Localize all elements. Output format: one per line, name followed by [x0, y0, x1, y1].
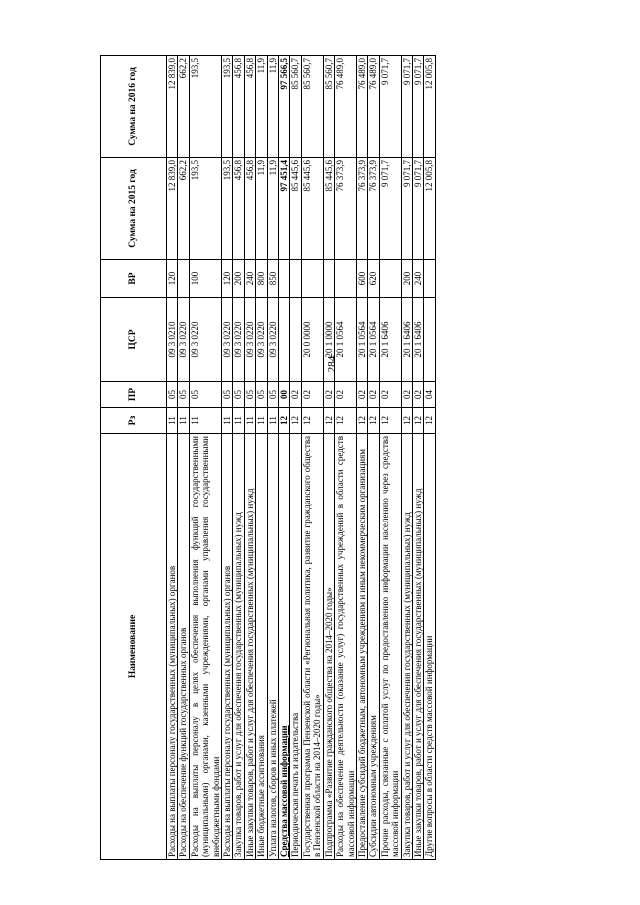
table-row — [233, 56, 244, 860]
cell-pr: 05 — [167, 382, 178, 408]
table-row — [401, 56, 412, 860]
cell-rz: 12 — [356, 408, 367, 434]
cell-s2016: 456,8 — [233, 56, 244, 158]
cell-vr — [301, 260, 323, 298]
row-name: Расходы на выплаты персоналу государственных (муниципальных) органов — [167, 565, 177, 857]
cell-name — [256, 434, 267, 860]
cell-csr: 20 1 6406 — [379, 298, 401, 382]
cell-pr: 05 — [244, 382, 255, 408]
table-row — [412, 56, 423, 860]
row-name: Средства массовой информации — [279, 725, 290, 857]
cell-rz: 11 — [233, 408, 244, 434]
cell-rz: 12 — [424, 408, 435, 434]
table-row — [379, 56, 401, 860]
cell-pr: 04 — [424, 382, 435, 408]
cell-pr: 05 — [178, 382, 189, 408]
cell-vr — [178, 260, 189, 298]
cell-rz: 11 — [222, 408, 233, 434]
cell-s2016: 11,9 — [256, 56, 267, 158]
cell-s2015: 97 451,4 — [279, 158, 290, 260]
cell-s2016: 193,5 — [189, 56, 221, 158]
cell-s2015: 12 839,0 — [167, 158, 178, 260]
cell-s2015: 76 373,9 — [356, 158, 367, 260]
row-name: Иные закупки товаров, работ и услуг для обеспечения государственных (муниципальных) нужд — [244, 488, 255, 857]
cell-pr: 05 — [256, 382, 267, 408]
cell-pr: 02 — [368, 382, 379, 408]
cell-rz: 12 — [335, 408, 357, 434]
cell-rz: 12 — [379, 408, 401, 434]
cell-csr: 09 3 0220 — [244, 298, 255, 382]
cell-pr: 05 — [233, 382, 244, 408]
cell-rz: 12 — [401, 408, 412, 434]
table-row — [178, 56, 189, 860]
cell-name — [267, 434, 278, 860]
cell-pr: 02 — [290, 382, 301, 408]
cell-rz: 11 — [244, 408, 255, 434]
cell-pr: 02 — [356, 382, 367, 408]
cell-rz: 11 — [167, 408, 178, 434]
budget-table — [100, 55, 436, 860]
row-name: Уплата налогов, сборов и иных платежей — [267, 699, 278, 857]
cell-s2016: 85 560,7 — [301, 56, 323, 158]
header-vr: ВР — [101, 260, 167, 298]
cell-rz: 12 — [279, 408, 290, 434]
cell-name — [290, 434, 301, 860]
header-sum-2015: Сумма на 2015 год — [101, 158, 167, 260]
row-name: Иные закупки товаров, работ и услуг для обеспечения государственных (муниципальных) нужд — [412, 488, 423, 857]
cell-name — [379, 434, 401, 860]
row-name: Закупка товаров, работ и услуг для обеспечения государственных (муниципальных) нужд — [401, 512, 412, 857]
cell-s2016: 76 489,0 — [368, 56, 379, 158]
cell-csr: 09 3 0220 — [256, 298, 267, 382]
cell-s2015: 11,9 — [267, 158, 278, 260]
cell-name — [222, 434, 233, 860]
cell-pr: 02 — [412, 382, 423, 408]
table-header-row — [101, 56, 167, 860]
cell-csr: 09 3 0220 — [189, 298, 221, 382]
row-name: Расходы на обеспечение функций государственных органов — [178, 627, 189, 857]
cell-s2016: 11,9 — [267, 56, 278, 158]
cell-vr: 600 — [356, 260, 367, 298]
cell-s2016: 12 005,8 — [424, 56, 435, 158]
cell-pr: 02 — [401, 382, 412, 408]
cell-vr — [335, 260, 357, 298]
cell-pr: 05 — [222, 382, 233, 408]
cell-name — [233, 434, 244, 860]
table-row — [424, 56, 435, 860]
row-name: Подпрограмма «Развитие гражданского общества на 2014–2020 годы» — [323, 587, 334, 857]
cell-s2016: 662,2 — [178, 56, 189, 158]
cell-name — [178, 434, 189, 860]
cell-csr: 20 1 0564 — [335, 298, 357, 382]
cell-vr — [290, 260, 301, 298]
cell-name — [189, 434, 221, 860]
cell-s2015: 456,8 — [244, 158, 255, 260]
row-name: Расходы на выплаты персоналу государственных (муниципальных) органов — [222, 565, 233, 857]
cell-s2015: 85 445,6 — [301, 158, 323, 260]
cell-rz: 12 — [412, 408, 423, 434]
cell-rz: 12 — [323, 408, 334, 434]
cell-s2016: 85 560,7 — [290, 56, 301, 158]
cell-s2016: 12 839,0 — [167, 56, 178, 158]
cell-pr: 05 — [267, 382, 278, 408]
rotated-table-wrapper — [100, 56, 552, 860]
table-row — [189, 56, 221, 860]
cell-csr: 09 3 0220 — [178, 298, 189, 382]
cell-rz: 11 — [267, 408, 278, 434]
table-row — [301, 56, 323, 860]
header-rz: Рз — [101, 408, 167, 434]
cell-vr: 620 — [368, 260, 379, 298]
cell-csr: 20 1 0564 — [368, 298, 379, 382]
cell-s2015: 193,5 — [222, 158, 233, 260]
cell-vr: 240 — [412, 260, 423, 298]
cell-rz: 12 — [301, 408, 323, 434]
table-row — [256, 56, 267, 860]
cell-name — [401, 434, 412, 860]
cell-s2015: 9 071,7 — [412, 158, 423, 260]
row-name: Предоставление субсидий бюджетным, автономным учреждениям и иным некоммерческим организациям — [356, 449, 367, 857]
cell-vr — [424, 260, 435, 298]
cell-name — [323, 434, 334, 860]
cell-csr: 20 1 0000 — [323, 298, 334, 382]
cell-pr: 02 — [379, 382, 401, 408]
cell-csr — [290, 298, 301, 382]
header-csr: ЦСР — [101, 298, 167, 382]
table-row — [279, 56, 290, 860]
cell-pr: 02 — [335, 382, 357, 408]
row-name: Иные бюджетные ассигнования — [256, 735, 267, 857]
table-row — [323, 56, 334, 860]
cell-name — [412, 434, 423, 860]
row-name: Периодическая печать и издательства — [290, 712, 301, 857]
cell-csr: 20 0 0000 — [301, 298, 323, 382]
cell-vr: 200 — [233, 260, 244, 298]
cell-s2015: 193,5 — [189, 158, 221, 260]
cell-vr — [323, 260, 334, 298]
cell-name — [244, 434, 255, 860]
table-row — [356, 56, 367, 860]
cell-pr: 02 — [301, 382, 323, 408]
row-name: Расходы на выплаты персоналу в целях обеспечения выполнения функций государственными (муниципальными) органами, казенными учреждениями, органами управления государственными внебюджетными фондами — [189, 436, 221, 857]
header-pr: ПР — [101, 382, 167, 408]
cell-rz: 11 — [256, 408, 267, 434]
table-row — [267, 56, 278, 860]
cell-s2015: 662,2 — [178, 158, 189, 260]
cell-csr: 20 1 0564 — [356, 298, 367, 382]
cell-csr: 09 3 0220 — [233, 298, 244, 382]
table-row — [222, 56, 233, 860]
cell-name — [301, 434, 323, 860]
page-number: 284 — [326, 355, 338, 373]
table-body — [167, 56, 436, 860]
cell-vr — [379, 260, 401, 298]
cell-name — [356, 434, 367, 860]
table-row — [244, 56, 255, 860]
cell-name — [279, 434, 290, 860]
cell-name — [368, 434, 379, 860]
cell-s2015: 9 071,7 — [401, 158, 412, 260]
cell-s2016: 9 071,7 — [401, 56, 412, 158]
cell-vr: 120 — [222, 260, 233, 298]
cell-rz: 12 — [368, 408, 379, 434]
cell-pr: 00 — [279, 382, 290, 408]
cell-vr: 850 — [267, 260, 278, 298]
cell-vr: 200 — [401, 260, 412, 298]
cell-s2016: 9 071,7 — [412, 56, 423, 158]
cell-s2015: 76 373,9 — [368, 158, 379, 260]
cell-s2015: 12 005,8 — [424, 158, 435, 260]
cell-vr: 100 — [189, 260, 221, 298]
cell-name — [167, 434, 178, 860]
cell-pr: 02 — [323, 382, 334, 408]
cell-csr — [279, 298, 290, 382]
cell-csr: 20 1 6406 — [401, 298, 412, 382]
cell-rz: 11 — [189, 408, 221, 434]
row-name: Государственная программа Пензенской области «Региональная политика, развитие гражданского общества в Пензенской области на 2014–2020 годы» — [301, 436, 323, 857]
cell-csr: 09 3 0210 — [167, 298, 178, 382]
row-name: Другие вопросы в области средств массовой информации — [424, 635, 435, 857]
cell-s2015: 85 445,6 — [290, 158, 301, 260]
cell-csr — [424, 298, 435, 382]
cell-s2016: 9 071,7 — [379, 56, 401, 158]
cell-rz: 11 — [178, 408, 189, 434]
cell-s2015: 456,8 — [233, 158, 244, 260]
header-sum-2016: Сумма на 2016 год — [101, 56, 167, 158]
row-name: Субсидии автономным учреждениям — [368, 715, 379, 857]
cell-s2015: 85 445,6 — [323, 158, 334, 260]
cell-s2016: 193,5 — [222, 56, 233, 158]
cell-name — [335, 434, 357, 860]
table-row — [290, 56, 301, 860]
cell-s2015: 76 373,9 — [335, 158, 357, 260]
row-name: Закупка товаров, работ и услуг для обеспечения государственных (муниципальных) нужд — [233, 512, 244, 857]
cell-name — [424, 434, 435, 860]
cell-s2015: 11,9 — [256, 158, 267, 260]
cell-s2016: 76 489,0 — [335, 56, 357, 158]
cell-csr: 09 3 0220 — [222, 298, 233, 382]
table-row — [167, 56, 178, 860]
cell-s2015: 9 071,7 — [379, 158, 401, 260]
cell-s2016: 76 489,0 — [356, 56, 367, 158]
cell-s2016: 97 566,5 — [279, 56, 290, 158]
cell-s2016: 456,8 — [244, 56, 255, 158]
cell-csr: 20 1 6406 — [412, 298, 423, 382]
row-name: Расходы на обеспечение деятельности (оказание услуг) государственных учреждений в области средств массовой информации — [335, 436, 356, 857]
cell-s2016: 85 560,7 — [323, 56, 334, 158]
header-name: Наименование — [101, 434, 167, 860]
cell-vr — [279, 260, 290, 298]
table-row — [368, 56, 379, 860]
cell-pr: 05 — [189, 382, 221, 408]
cell-vr: 800 — [256, 260, 267, 298]
cell-vr: 120 — [167, 260, 178, 298]
cell-rz: 12 — [290, 408, 301, 434]
cell-csr: 09 3 0220 — [267, 298, 278, 382]
cell-vr: 240 — [244, 260, 255, 298]
row-name: Прочие расходы, связанные с оплатой услуг по предоставлению информации населению через средства массовой информации — [379, 436, 401, 857]
table-row — [335, 56, 357, 860]
